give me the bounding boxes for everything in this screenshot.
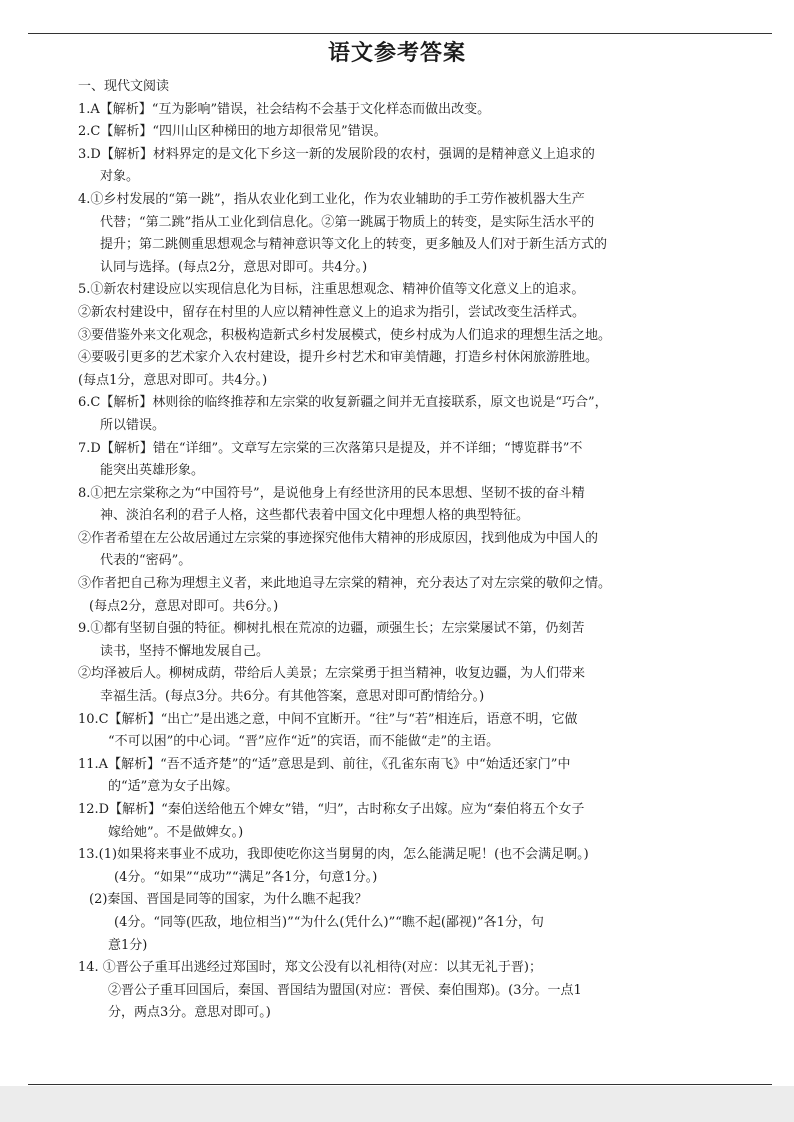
answer-13-1-line-1: 13.(1)如果将来事业不成功，我即使吃你这当舅舅的肉，怎么能满足呢！(也不会满足啊。) — [78, 847, 589, 863]
answer-9-line-2: 读书，坚持不懈地发展自己。 — [100, 643, 270, 659]
answer-9-line-4: 幸福生活。(每点3分。共6分。有其他答案，意思对即可酌情给分。) — [100, 689, 485, 705]
answer-12-line-2: 嫁给她”。不是做婢女。) — [108, 824, 244, 840]
answer-5-line-1: 5.①新农村建设应以实现信息化为目标，注重思想观念、精神价值等文化意义上的追求。 — [78, 282, 585, 298]
answer-6-line-2: 所以错误。 — [100, 417, 166, 433]
answer-5-line-4: ④要吸引更多的艺术家介入农村建设，提升乡村艺术和审美情趣，打造乡村休闲旅游胜地。 — [78, 350, 599, 366]
answer-5-line-2: ②新农村建设中，留存在村里的人应以精神性意义上的追求为指引，尝试改变生活样式。 — [78, 304, 586, 320]
answer-14-line-1: 14. ①晋公子重耳出逃经过郑国时，郑文公没有以礼相待(对应：以其无礼于晋)； — [78, 960, 542, 976]
answer-8-line-2: 神、淡泊名利的君子人格，这些都代表着中国文化中理想人格的典型特征。 — [100, 508, 530, 524]
answer-13-1-line-2: (4分。“如果”“成功”“满足”各1分，句意1分。) — [114, 869, 378, 885]
answer-7-line-1: 7.D【解析】错在“详细”。文章写左宗棠的三次落第只是提及，并不详细；“博览群书”不 — [78, 440, 583, 456]
answer-6-line-1: 6.C【解析】林则徐的临终推荐和左宗棠的收复新疆之间并无直接联系，原文也说是“巧合”， — [78, 395, 608, 411]
bottom-rule — [28, 1084, 772, 1085]
answer-9-line-1: 9.①都有坚韧自强的特征。柳树扎根在荒凉的边疆，顽强生长；左宗棠屡试不第，仍刻苦 — [78, 621, 585, 637]
answer-4-line-3: 提升；第二跳侧重思想观念与精神意识等文化上的转变，更多触及人们对于新生活方式的 — [100, 237, 608, 253]
page-title: 语文参考答案 — [327, 41, 466, 66]
answer-13-2-line-1: (2)秦国、晋国是同等的国家，为什么瞧不起我？ — [89, 892, 368, 908]
answer-2: 2.C【解析】“四川山区种梯田的地方却很常见”错误。 — [78, 124, 387, 140]
answer-14-line-2: ②晋公子重耳回国后，秦国、晋国结为盟国(对应：晋侯、秦伯围郑)。(3分。一点1 — [108, 982, 582, 998]
answer-11-line-2: 的“适”意为女子出嫁。 — [108, 779, 239, 795]
answer-4-line-4: 认同与选择。(每点2分，意思对即可。共4分。) — [100, 259, 368, 275]
answer-8-line-5: ③作者把自己称为理想主义者，来此地追寻左宗棠的精神，充分表达了对左宗棠的敬仰之情。 — [78, 576, 612, 592]
section-heading: 一、现代文阅读 — [78, 79, 170, 94]
answer-7-line-2: 能突出英雄形象。 — [100, 463, 205, 479]
answer-14-line-3: 分，两点3分。意思对即可。) — [108, 1005, 271, 1021]
answer-12-line-1: 12.D【解析】“秦伯送给他五个婢女”错，“归”，古时称女子出嫁。应为“秦伯将五个女子 — [78, 802, 585, 817]
answer-4-line-1: 4.①乡村发展的“第一跳”，指从农业化到工业化，作为农业辅助的手工劳作被机器大生产 — [78, 191, 585, 207]
answer-13-2-line-2: (4分。“同等(匹敌，地位相当)”“为什么(凭什么)”“瞧不起(鄙视)”各1分，句 — [114, 914, 544, 930]
answer-5-line-3: ③要借鉴外来文化观念，积极构造新式乡村发展模式，使乡村成为人们追求的理想生活之地。 — [78, 327, 612, 343]
answer-content — [78, 76, 730, 1025]
answer-10-line-1: 10.C【解析】“出亡”是出逃之意，中间不宜断开。“往”与“若”相连后，语意不明，它做 — [78, 711, 578, 727]
answer-8-line-6: (每点2分，意思对即可。共6分。) — [89, 598, 279, 614]
answer-4-line-2: 代替；“第二跳”指从工业化到信息化。②第一跳属于物质上的转变，是实际生活水平的 — [100, 214, 595, 230]
answer-3-line-1: 3.D【解析】材料界定的是文化下乡这一新的发展阶段的农村，强调的是精神意义上追求的 — [78, 146, 595, 162]
answer-1: 1.A【解析】“互为影响”错误，社会结构不会基于文化样态而做出改变。 — [78, 101, 491, 117]
answer-13-2-line-3: 意1分) — [108, 937, 148, 953]
answer-8-line-3: ②作者希望在左公故居通过左宗棠的事迹探究他伟大精神的形成原因，找到他成为中国人的 — [78, 530, 599, 546]
top-rule — [28, 33, 772, 34]
answer-8-line-4: 代表的“密码”。 — [100, 553, 192, 569]
answer-8-line-1: 8.①把左宗棠称之为“中国符号”，是说他身上有经世济用的民本思想、坚韧不拔的奋斗精 — [78, 485, 585, 501]
answer-10-line-2: “不可以困”的中心词。“晋”应作“近”的宾语，而不能做“走”的主语。 — [108, 734, 500, 750]
answer-11-line-1: 11.A【解析】“吾不适齐楚”的“适”意思是到、前往，《孔雀东南飞》中“始适还家门”中 — [78, 756, 571, 772]
answer-3-line-2: 对象。 — [100, 169, 140, 185]
answer-9-line-3: ②均泽被后人。柳树成荫，带给后人美景；左宗棠勇于担当精神，收复边疆，为人们带来 — [78, 666, 586, 682]
answer-5-line-5: (每点1分，意思对即可。共4分。) — [78, 372, 268, 388]
